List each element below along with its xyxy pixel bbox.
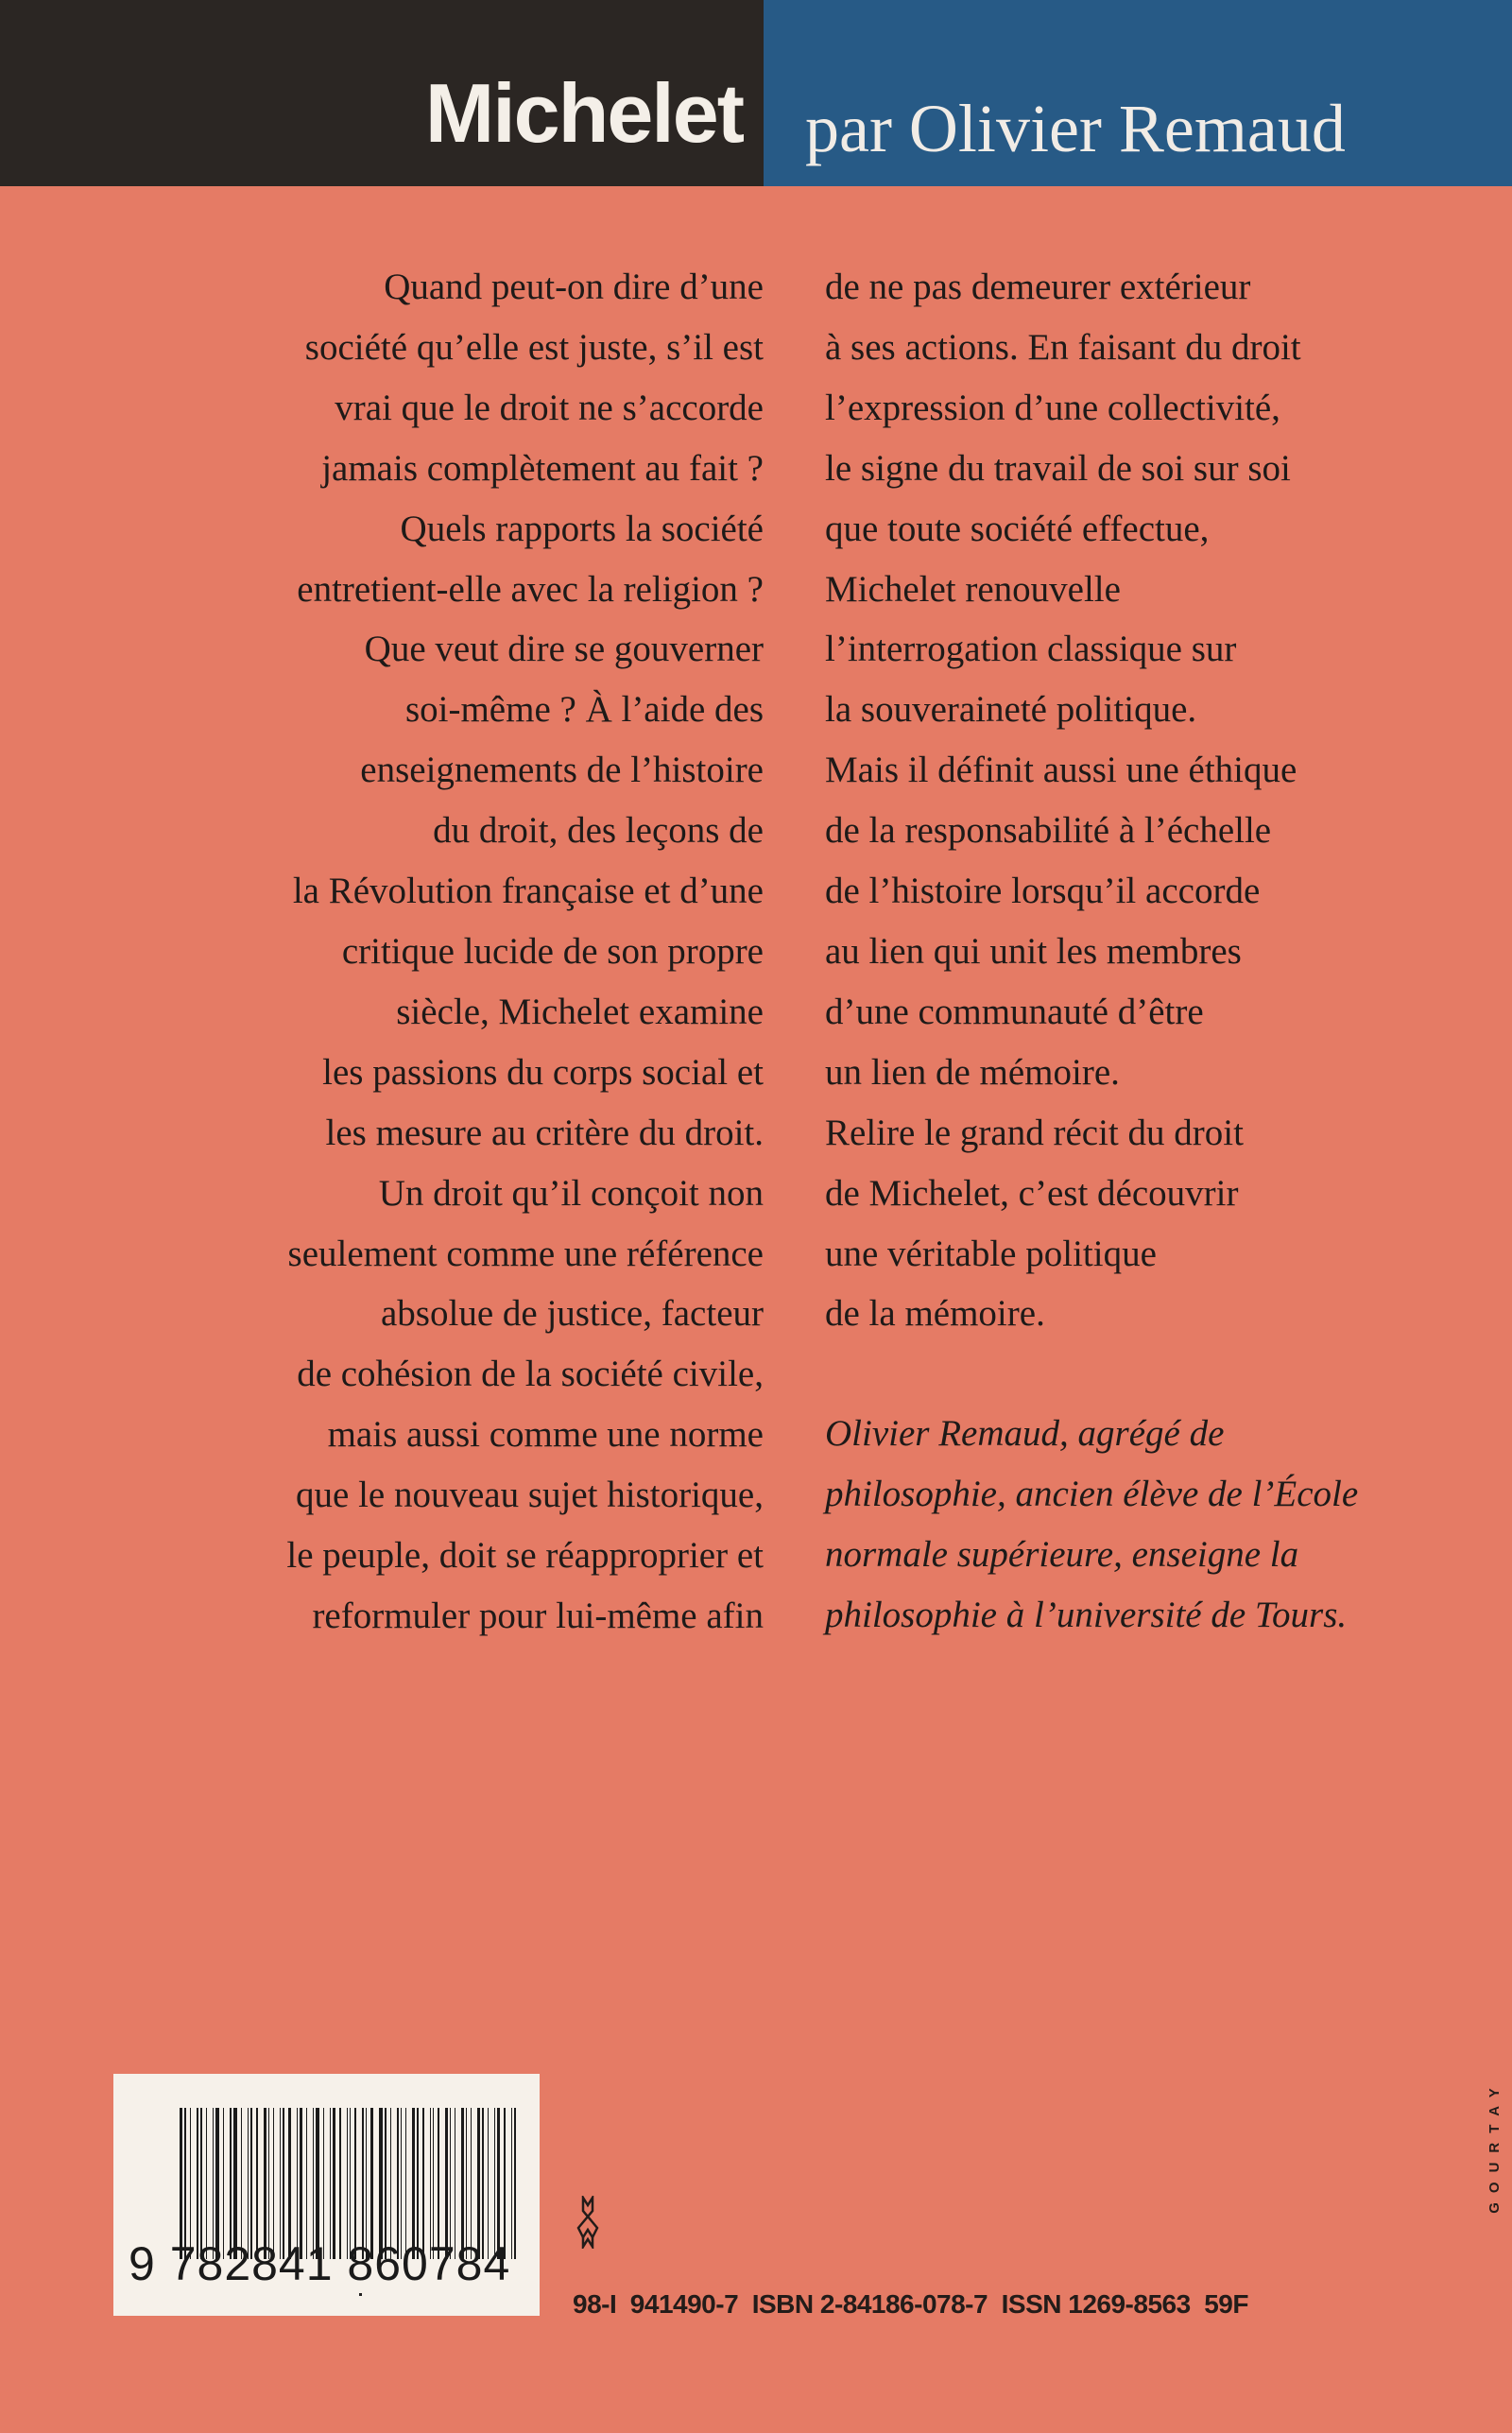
text-line: un lien de mémoire.: [825, 1051, 1120, 1093]
text-line: les passions du corps social et: [322, 1051, 764, 1093]
text-line: le signe du travail de soi sur soi: [825, 447, 1291, 489]
text-line: une véritable politique: [825, 1233, 1157, 1274]
header-blue-band: [764, 0, 1512, 186]
text-line: Mais il définit aussi une éthique: [825, 750, 1297, 791]
book-title: Michelet: [424, 66, 743, 160]
book-author: par Olivier Remaud: [805, 91, 1346, 166]
text-line: l’interrogation classique sur: [825, 629, 1237, 670]
text-line: de ne pas demeurer extérieur: [825, 267, 1251, 307]
text-line: vrai que le droit ne s’accorde: [335, 387, 764, 428]
printer-credit: GOURTAY: [1486, 2079, 1503, 2214]
barcode: [113, 2074, 540, 2316]
text-line: la souveraineté politique.: [825, 689, 1197, 731]
text-line: que le nouveau sujet historique,: [296, 1475, 764, 1516]
text-line: normale supérieure, enseigne la: [825, 1534, 1299, 1576]
blurb-left-column: [286, 257, 764, 1647]
text-line: que toute société effectue,: [825, 508, 1210, 549]
text-line: d’une communauté d’être: [825, 991, 1204, 1032]
barcode-dot: [359, 2293, 362, 2296]
text-line: philosophie, ancien élève de l’École: [825, 1474, 1359, 1515]
text-line: jamais complètement au fait ?: [321, 447, 764, 489]
text-line: de cohésion de la société civile,: [297, 1354, 764, 1395]
text-line: enseignements de l’histoire: [360, 750, 764, 791]
text-line: critique lucide de son propre: [341, 930, 764, 972]
text-line: Relire le grand récit du droit: [825, 1112, 1244, 1153]
text-line: de l’histoire lorsqu’il accorde: [825, 871, 1261, 912]
text-line: Michelet renouvelle: [825, 568, 1121, 610]
text-line: de Michelet, c’est découvrir: [825, 1172, 1239, 1214]
header-dark-band: [0, 0, 764, 186]
text-line: de la responsabilité à l’échelle: [825, 810, 1272, 852]
text-line: Quels rapports la société: [400, 508, 764, 549]
text-line: Olivier Remaud, agrégé de: [825, 1413, 1225, 1455]
text-line: de la mémoire.: [825, 1293, 1045, 1335]
barcode-number: 9 782841 860784: [129, 2237, 511, 2290]
text-line: à ses actions. En faisant du droit: [825, 326, 1301, 368]
text-line: Quand peut-on dire d’une: [384, 267, 764, 307]
text-line: entretient-elle avec la religion ?: [297, 568, 764, 610]
isbn-line: 98-I 941490-7 ISBN 2-84186-078-7 ISSN 1269-8563 59F: [573, 2289, 1248, 2319]
text-line: au lien qui unit les membres: [825, 930, 1242, 972]
text-line: siècle, Michelet examine: [396, 991, 764, 1032]
text-line: les mesure au critère du droit.: [325, 1112, 764, 1153]
text-line: Un droit qu’il conçoit non: [378, 1172, 764, 1214]
text-line: le peuple, doit se réapproprier et: [286, 1535, 764, 1577]
author-bio: [825, 1404, 1358, 1646]
text-line: l’expression d’une collectivité,: [825, 387, 1280, 428]
text-line: seulement comme une référence: [287, 1233, 764, 1274]
text-line: la Révolution française et d’une: [292, 871, 764, 912]
text-line: reformuler pour lui-même afin: [312, 1595, 764, 1636]
text-line: philosophie à l’université de Tours.: [825, 1595, 1348, 1636]
text-line: du droit, des leçons de: [433, 810, 764, 852]
text-line: soi-même ? À l’aide des: [404, 689, 764, 731]
barcode-bar: [514, 2108, 516, 2259]
text-line: société qu’elle est juste, s’il est: [304, 326, 764, 368]
text-line: absolue de justice, facteur: [381, 1293, 764, 1335]
text-line: mais aussi comme une norme: [327, 1414, 764, 1456]
barcode-bar: [511, 2108, 512, 2259]
publisher-logo-icon: [576, 2196, 600, 2249]
blurb-right-column: [825, 257, 1358, 1646]
text-line: Que veut dire se gouverner: [364, 629, 764, 670]
